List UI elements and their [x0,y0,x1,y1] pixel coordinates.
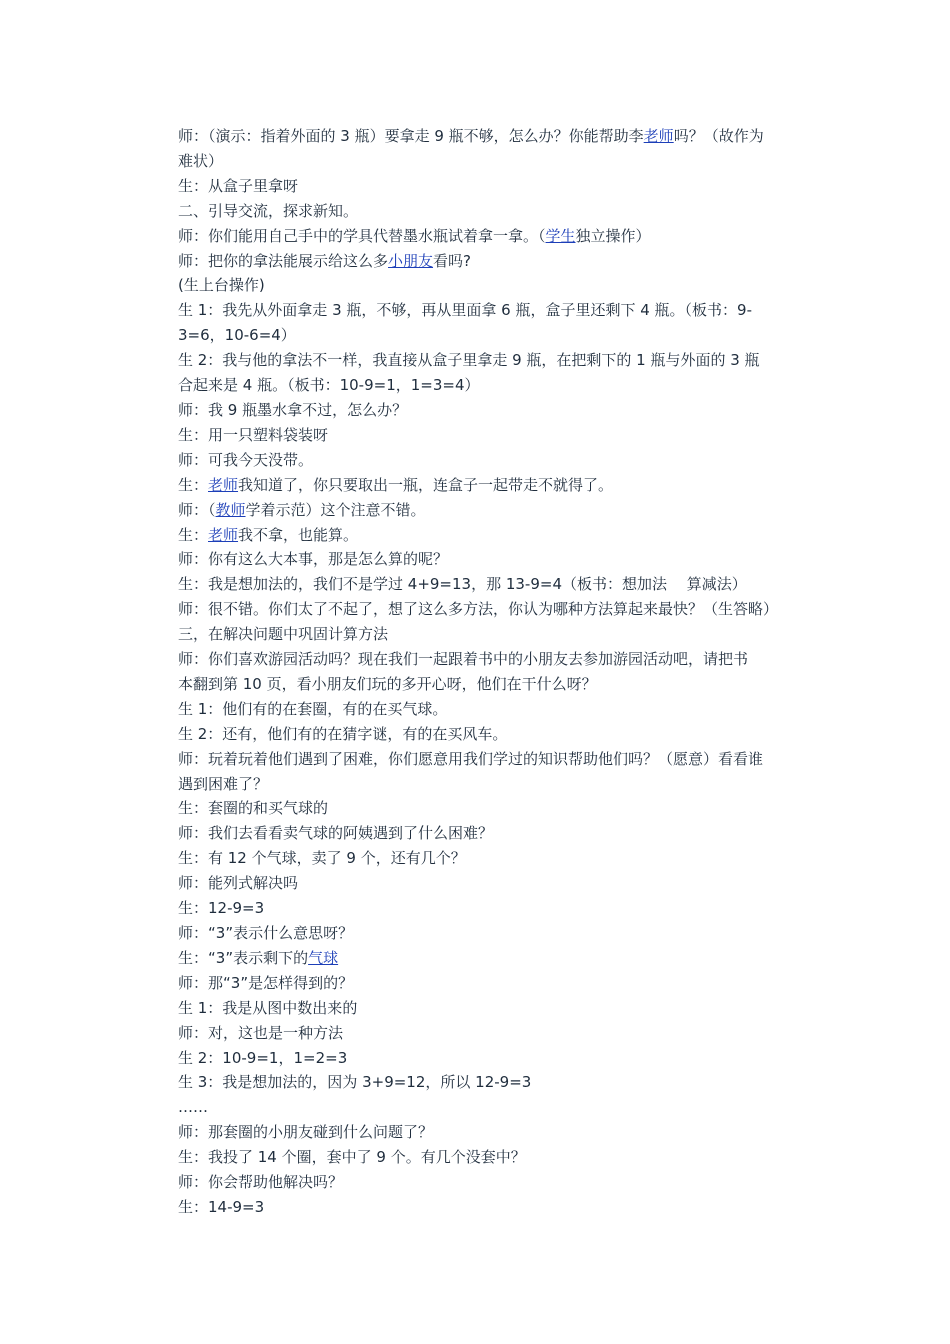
text-line [178,1095,810,1120]
text-line [178,821,810,846]
text-line [178,1195,810,1220]
text-segment: 生：14-9=3 [178,1197,265,1216]
text-line [178,946,810,971]
text-line [178,1046,810,1071]
text-segment: 师：很不错。你们太了不起了，想了这么多方法，你认为哪种方法算起来最快？（生答略） [178,600,779,619]
text-line [178,174,810,199]
text-segment: 师：把你的拿法能展示给这么多 [178,251,389,270]
text-segment: 合起来是 4 瓶。（板书：10-9=1，1=3=4） [178,376,480,395]
text-line [178,672,810,697]
text-segment: 生： [178,475,209,494]
hyperlink[interactable]: 小朋友 [388,251,434,270]
text-segment: 师：（ [178,500,216,519]
text-line [178,1145,810,1170]
text-segment: 生 2：还有，他们有的在猜字谜，有的在买风车。 [178,724,508,743]
text-segment: 生：我投了 14 个圈，套中了 9 个。有几个没套中？ [178,1148,526,1167]
text-segment: 生：用一只塑料袋装呀 [178,425,329,444]
hyperlink[interactable]: 学生 [545,226,576,245]
text-line [178,896,810,921]
text-segment: 本翻到第 10 页，看小朋友们玩的多开心呀，他们在干什么呀？ [178,674,597,693]
hyperlink[interactable]: 老师 [208,525,239,544]
text-segment: 学着示范）这个注意不错。 [245,500,426,519]
text-line [178,249,810,274]
text-line [178,373,810,398]
text-line [178,572,810,597]
text-segment: 我不拿，也能算。 [238,525,359,544]
text-line [178,772,810,797]
text-segment: 二、引导交流，探求新知。 [178,201,359,220]
text-segment: 师：你们能用自己手中的学具代替墨水瓶试着拿一拿。（ [178,226,546,245]
text-line [178,273,810,298]
text-line [178,622,810,647]
text-segment: 我知道了，你只要取出一瓶，连盒子一起带走不就得了。 [238,475,614,494]
text-segment: 生 2：10-9=1，1=2=3 [178,1048,348,1067]
text-line [178,1021,810,1046]
text-line [178,398,810,423]
text-segment: 师：能列式解决吗 [178,874,299,893]
text-segment: 独立操作） [575,226,651,245]
hyperlink[interactable]: 教师 [215,500,246,519]
text-segment: 难状） [178,151,224,170]
text-line [178,796,810,821]
text-segment: 生：“3”表示剩下的 [178,948,309,967]
text-line [178,224,810,249]
text-line [178,1120,810,1145]
text-segment: 三，在解决问题中巩固计算方法 [178,625,389,644]
text-segment: 生： [178,525,209,544]
text-line [178,697,810,722]
text-segment: 师：你会帮助他解决吗？ [178,1173,344,1192]
text-segment: 3=6，10-6=4） [178,326,296,345]
text-line [178,149,810,174]
text-segment: 师：你有这么大本事，那是怎么算的呢？ [178,550,449,569]
hyperlink[interactable]: 老师 [208,475,239,494]
text-line [178,1070,810,1095]
text-segment: 生 2：我与他的拿法不一样，我直接从盒子里拿走 9 瓶，在把剩下的 1 瓶与外面的 3 瓶 [178,351,760,370]
text-line [178,747,810,772]
text-line [178,971,810,996]
text-line [178,722,810,747]
text-segment: 生：12-9=3 [178,899,265,918]
text-line [178,1170,810,1195]
hyperlink[interactable]: 气球 [308,948,339,967]
text-line [178,298,810,323]
text-line [178,498,810,523]
text-line [178,124,810,149]
text-line [178,647,810,672]
text-line [178,423,810,448]
text-segment: 师：对，这也是一种方法 [178,1023,344,1042]
text-segment: 生 1：我先从外面拿走 3 瓶，不够，再从里面拿 6 瓶，盒子里还剩下 4 瓶。（板书：9- [178,301,753,320]
text-segment: 师：你们喜欢游园活动吗？现在我们一起跟着书中的小朋友去参加游园活动吧，请把书 [178,650,749,669]
text-segment: 吗？（故作为 [673,127,764,145]
text-line [178,871,810,896]
text-segment: 生：从盒子里拿呀 [178,176,299,195]
text-segment: (生上台操作) [178,276,265,295]
hyperlink[interactable]: 老师 [643,127,674,145]
text-segment: 师：“3”表示什么意思呀？ [178,924,354,942]
text-line [178,597,810,622]
text-segment: 师：可我今天没带。 [178,450,314,469]
text-line [178,323,810,348]
text-segment: 师：我们去看看卖气球的阿姨遇到了什么困难？ [178,824,494,843]
text-line [178,199,810,224]
text-line [178,473,810,498]
text-segment: 生：套圈的和买气球的 [178,799,329,818]
document-body [178,124,810,1220]
text-segment: 师：那套圈的小朋友碰到什么问题了？ [178,1123,434,1142]
text-segment: 师：那“3”是怎样得到的？ [178,973,354,992]
text-segment: 生 1：他们有的在套圈，有的在买气球。 [178,699,448,718]
text-segment: 遇到困难了？ [178,774,269,793]
text-line [178,921,810,946]
text-segment: 生：有 12 个气球，卖了 9 个，还有几个？ [178,849,466,868]
text-line [178,846,810,871]
text-segment: 师：（演示：指着外面的 3 瓶）要拿走 9 瓶不够，怎么办？你能帮助李 [178,127,644,145]
text-line [178,523,810,548]
text-segment: 生 1：我是从图中数出来的 [178,998,358,1017]
text-line [178,448,810,473]
text-segment: 生 3：我是想加法的，因为 3+9=12，所以 12-9=3 [178,1073,532,1092]
text-line [178,996,810,1021]
text-line [178,348,810,373]
text-line [178,547,810,572]
text-segment: 师：玩着玩着他们遇到了困难，你们愿意用我们学过的知识帮助他们吗？（愿意）看看谁 [178,749,764,768]
text-segment: 生：我是想加法的，我们不是学过 4+9=13，那 13-9=4（板书：想加法 算减法） [178,575,747,594]
text-segment: 看吗? [433,251,471,270]
text-segment: 师：我 9 瓶墨水拿不过，怎么办？ [178,400,408,419]
text-segment: …… [178,1098,208,1117]
